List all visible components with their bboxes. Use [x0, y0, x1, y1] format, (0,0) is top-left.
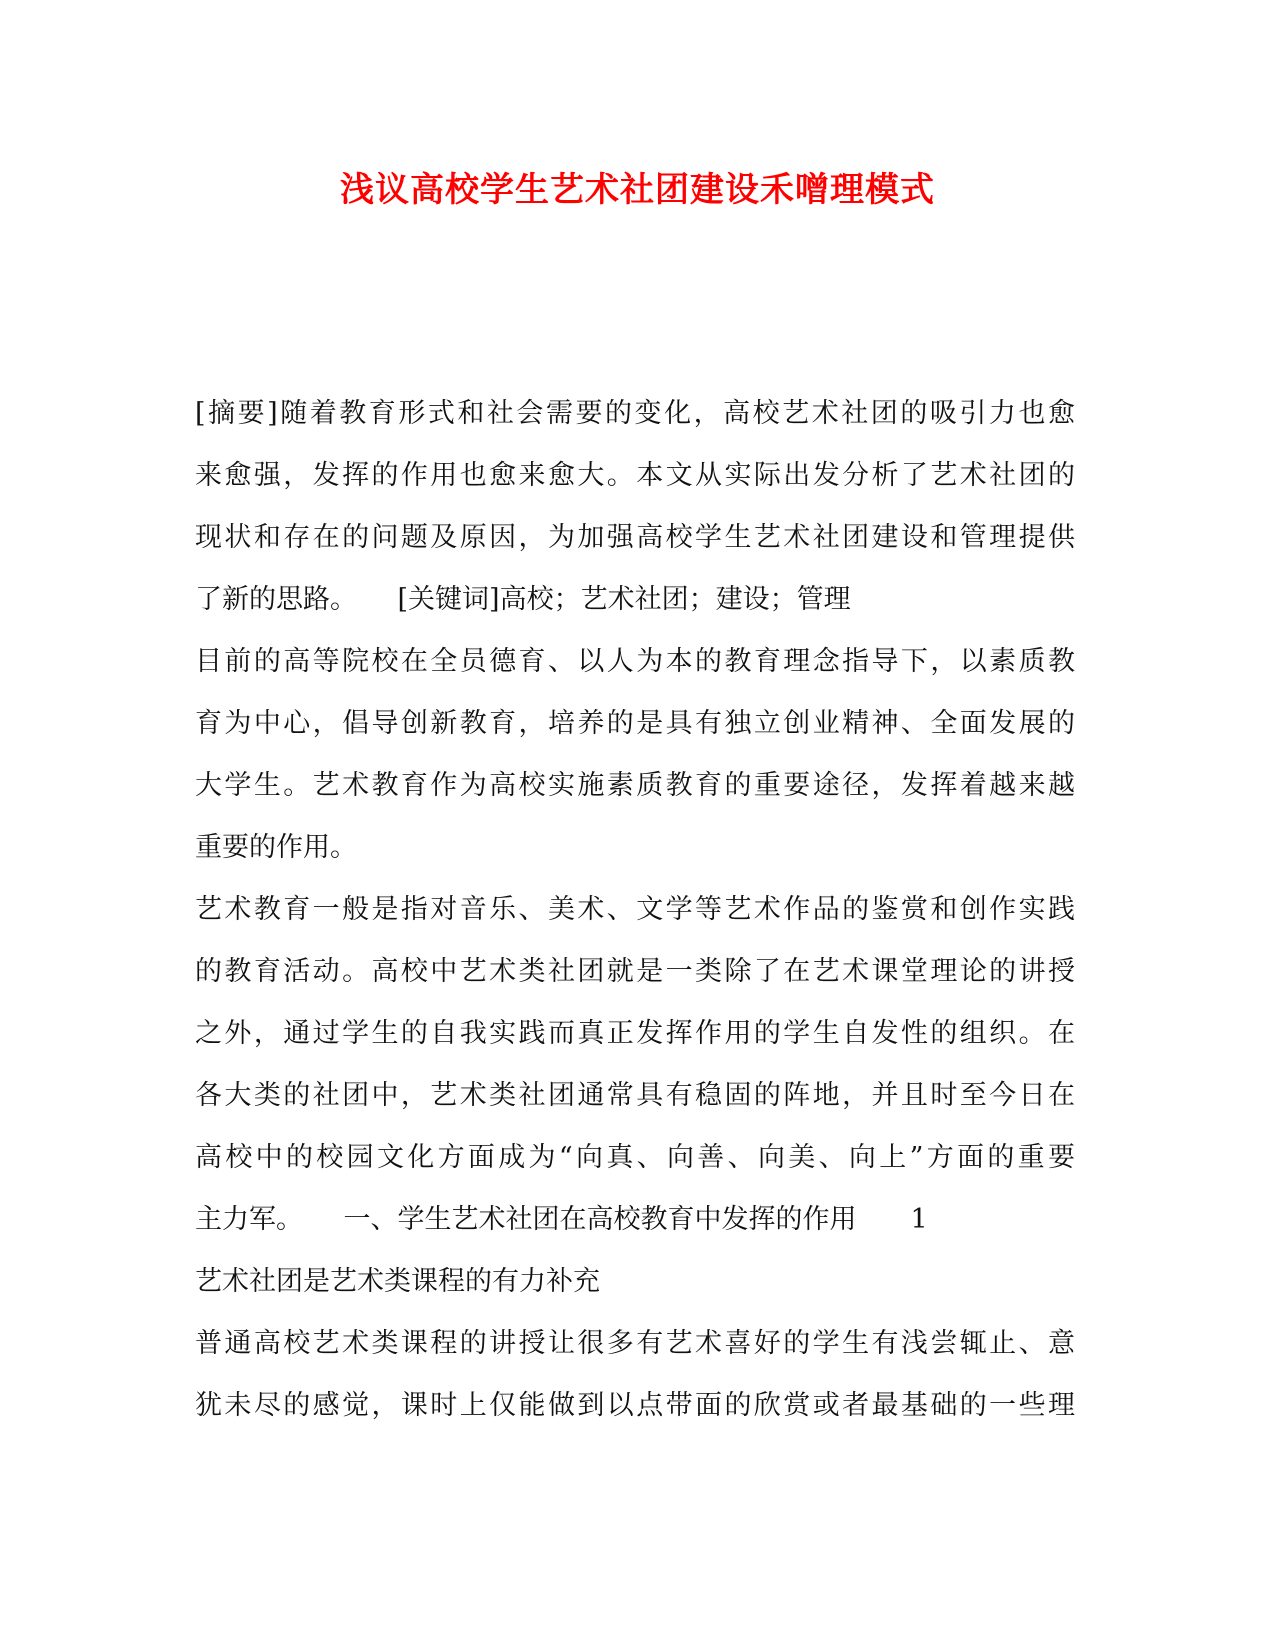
body-line-p2-5: 高校中的校园文化方面成为“向真、向善、向美、向上”方面的重要 [195, 1142, 1075, 1173]
body-line-p3-2: 犹未尽的感觉，课时上仅能做到以点带面的欣赏或者最基础的一些理 [195, 1390, 1075, 1421]
body-line-section-heading: 主力军。 一、学生艺术社团在高校教育中发挥的作用 1 [195, 1204, 928, 1235]
body-line-abstract-2: 来愈强，发挥的作用也愈来愈大。本文从实际出发分析了艺术社团的 [195, 460, 1075, 491]
body-line-abstract-3: 现状和存在的问题及原因，为加强高校学生艺术社团建设和管理提供 [195, 522, 1075, 553]
body-line-p1-4: 重要的作用。 [195, 832, 357, 863]
body-line-p2-3: 之外，通过学生的自我实践而真正发挥作用的学生自发性的组织。在 [195, 1018, 1075, 1049]
body-line-subheading: 艺术社团是艺术类课程的有力补充 [195, 1266, 600, 1297]
body-line-p3-1: 普通高校艺术类课程的讲授让很多有艺术喜好的学生有浅尝辄止、意 [195, 1328, 1075, 1359]
body-line-abstract-1: [摘要]随着教育形式和社会需要的变化，高校艺术社团的吸引力也愈 [195, 398, 1075, 429]
body-line-keywords: 了新的思路。 [关键词]高校；艺术社团；建设；管理 [195, 584, 851, 615]
body-line-p2-2: 的教育活动。高校中艺术类社团就是一类除了在艺术课堂理论的讲授 [195, 956, 1075, 987]
document-title: 浅议高校学生艺术社团建设禾噌理模式 [340, 170, 935, 210]
body-line-p1-3: 大学生。艺术教育作为高校实施素质教育的重要途径，发挥着越来越 [195, 770, 1075, 801]
body-line-p1-1: 目前的高等院校在全员德育、以人为本的教育理念指导下，以素质教 [195, 646, 1075, 677]
body-line-p2-1: 艺术教育一般是指对音乐、美术、文学等艺术作品的鉴赏和创作实践 [195, 894, 1075, 925]
body-line-p2-4: 各大类的社团中，艺术类社团通常具有稳固的阵地，并且时至今日在 [195, 1080, 1075, 1111]
body-line-p1-2: 育为中心，倡导创新教育，培养的是具有独立创业精神、全面发展的 [195, 708, 1075, 739]
